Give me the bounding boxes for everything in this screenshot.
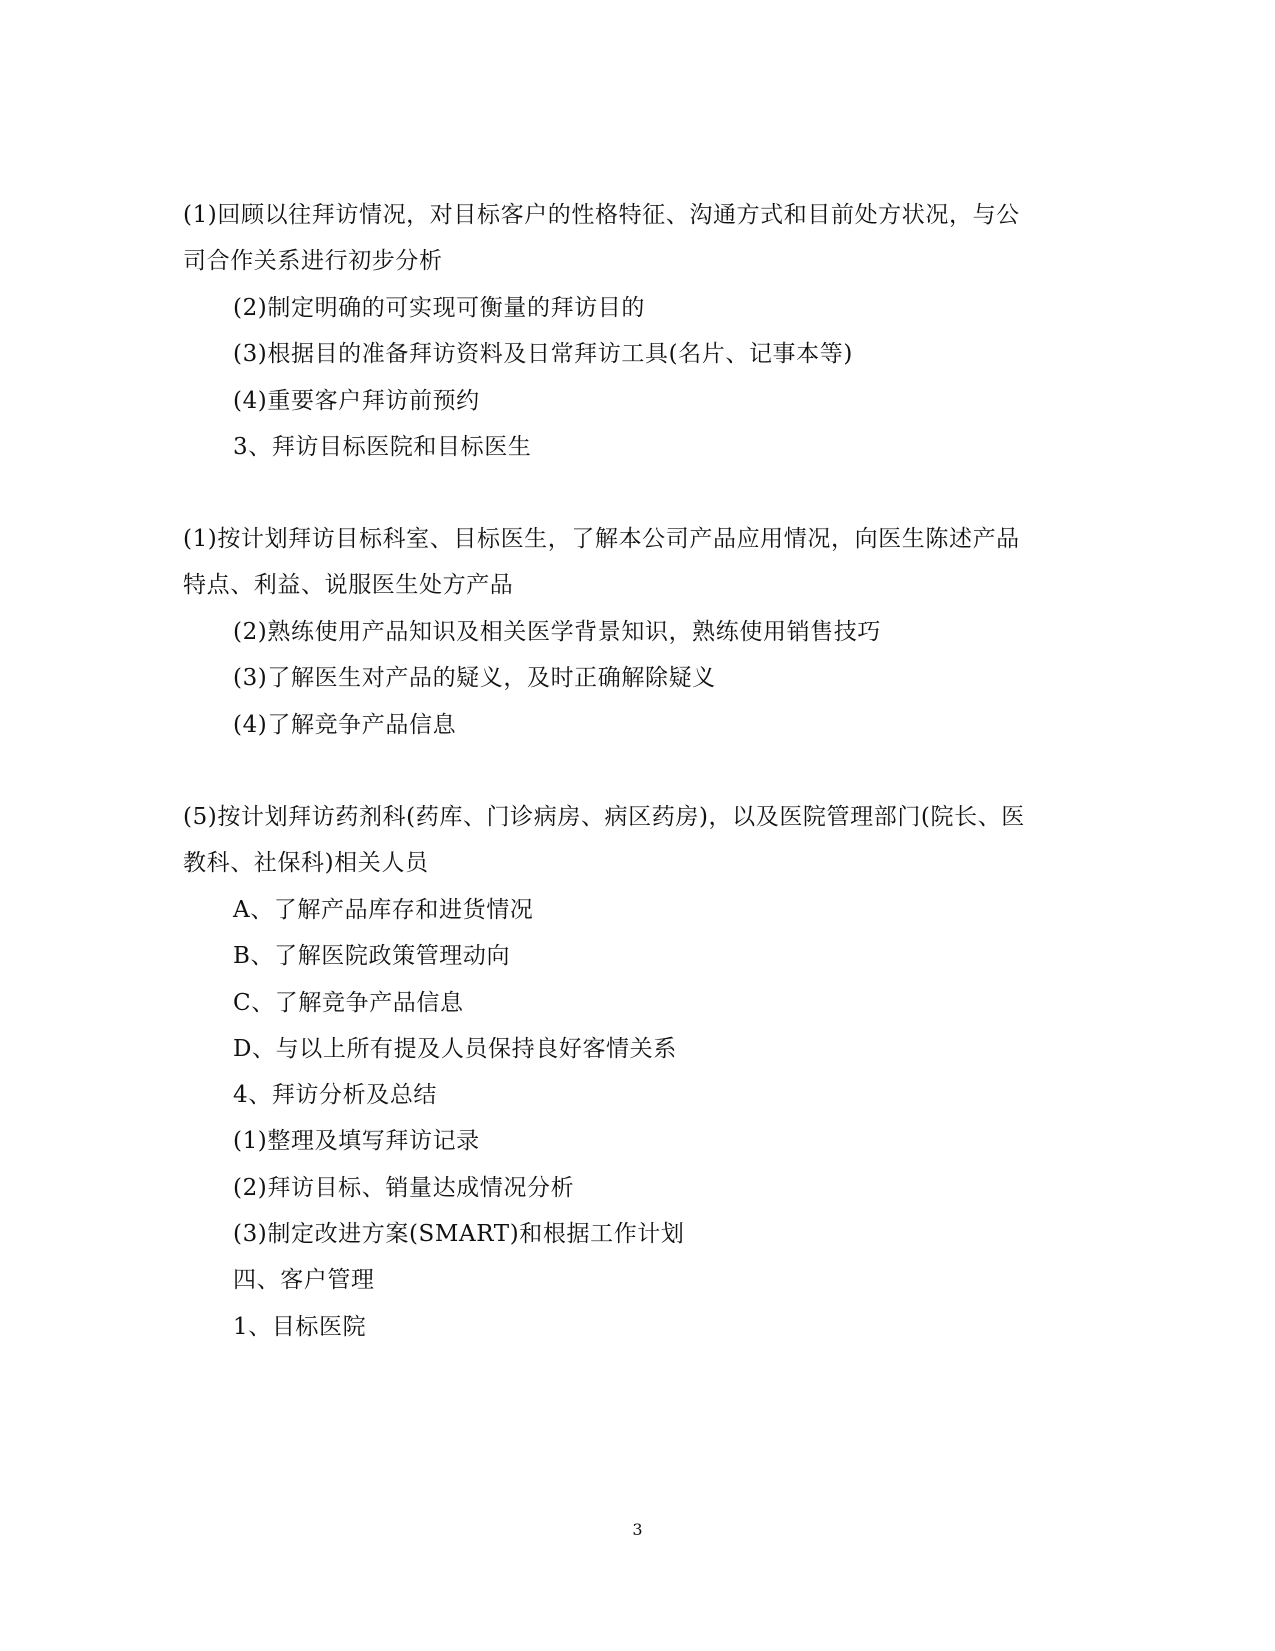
list-item: D、与以上所有提及人员保持良好客情关系	[233, 1036, 677, 1062]
list-item: A、了解产品库存和进货情况	[233, 897, 534, 923]
section-heading: 四、客户管理	[233, 1267, 375, 1293]
list-item: (3)制定改进方案(SMART)和根据工作计划	[233, 1221, 685, 1247]
list-item: (2)熟练使用产品知识及相关医学背景知识，熟练使用销售技巧	[233, 619, 881, 645]
paragraph-line: 教科、社保科)相关人员	[183, 850, 429, 876]
list-item: (4)重要客户拜访前预约	[233, 388, 480, 414]
paragraph-line: (1)按计划拜访目标科室、目标医生，了解本公司产品应用情况，向医生陈述产品	[183, 526, 1020, 552]
paragraph-line: 司合作关系进行初步分析	[183, 248, 443, 274]
list-item: (1)整理及填写拜访记录	[233, 1128, 480, 1154]
list-item: (4)了解竞争产品信息	[233, 712, 457, 738]
list-item: (2)制定明确的可实现可衡量的拜访目的	[233, 295, 645, 321]
section-heading: 3、拜访目标医院和目标医生	[233, 434, 532, 460]
section-heading: 1、目标医院	[233, 1314, 367, 1340]
paragraph-line: (5)按计划拜访药剂科(药库、门诊病房、病区药房)，以及医院管理部门(院长、医	[183, 804, 1025, 830]
paragraph-line: (1)回顾以往拜访情况，对目标客户的性格特征、沟通方式和目前处方状况，与公	[183, 202, 1020, 228]
list-item: (2)拜访目标、销量达成情况分析	[233, 1175, 575, 1201]
paragraph-line: 特点、利益、说服医生处方产品	[183, 572, 514, 598]
list-item: B、了解医院政策管理动向	[233, 943, 511, 969]
section-heading: 4、拜访分析及总结	[233, 1082, 438, 1108]
list-item: (3)了解医生对产品的疑义，及时正确解除疑义	[233, 665, 716, 691]
list-item: C、了解竞争产品信息	[233, 990, 464, 1016]
page-number: 3	[632, 1520, 643, 1539]
list-item: (3)根据目的准备拜访资料及日常拜访工具(名片、记事本等)	[233, 341, 853, 367]
